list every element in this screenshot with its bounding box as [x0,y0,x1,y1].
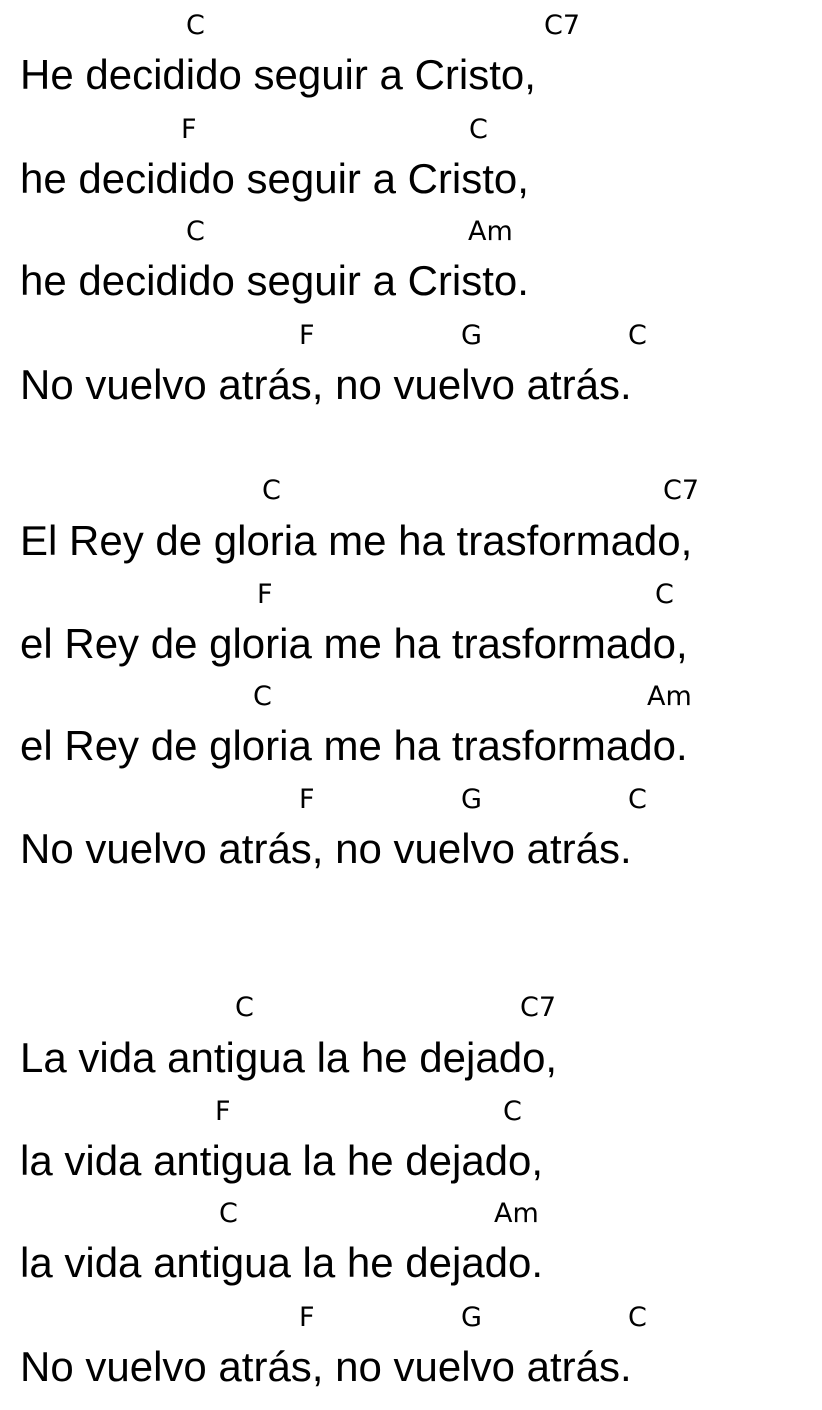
chord: C [628,320,647,351]
lyric-line: El Rey de gloria me ha trasformado, [20,517,693,564]
chord: C7 [544,10,581,41]
chord: C [186,10,205,41]
lyric-line: la vida antigua la he dejado. [20,1239,544,1286]
lyric-line: No vuelvo atrás, no vuelvo atrás. [20,361,632,408]
lyric-line: No vuelvo atrás, no vuelvo atrás. [20,1343,632,1390]
lyric-line: he decidido seguir a Cristo, [20,155,529,202]
lyric-line: la vida antigua la he dejado, [20,1137,544,1184]
chord: C [253,681,272,712]
chord: G [461,320,482,351]
chord: F [257,579,273,610]
chord: C7 [663,475,700,506]
chord: C [628,1302,647,1333]
chord: C [235,992,254,1023]
lyric-line: el Rey de gloria me ha trasformado. [20,722,688,769]
chord: G [461,784,482,815]
lyric-line: La vida antigua la he dejado, [20,1034,558,1081]
lyric-line: he decidido seguir a Cristo. [20,257,529,304]
chord: G [461,1302,482,1333]
chord: C [628,784,647,815]
chord: C [186,216,205,247]
chord: F [299,784,315,815]
chord: C [503,1096,522,1127]
chord: F [215,1096,231,1127]
chord: C7 [520,992,557,1023]
chord: C [262,475,281,506]
chord: Am [468,216,513,247]
lyric-line: No vuelvo atrás, no vuelvo atrás. [20,825,632,872]
lyric-line: el Rey de gloria me ha trasformado, [20,620,688,667]
chord: F [299,1302,315,1333]
lyric-line: He decidido seguir a Cristo, [20,51,536,98]
chord: F [299,320,315,351]
chord: C [655,579,674,610]
chord: C [219,1198,238,1229]
chord: C [469,114,488,145]
chord: Am [494,1198,539,1229]
chord: Am [647,681,692,712]
chord: F [181,114,197,145]
